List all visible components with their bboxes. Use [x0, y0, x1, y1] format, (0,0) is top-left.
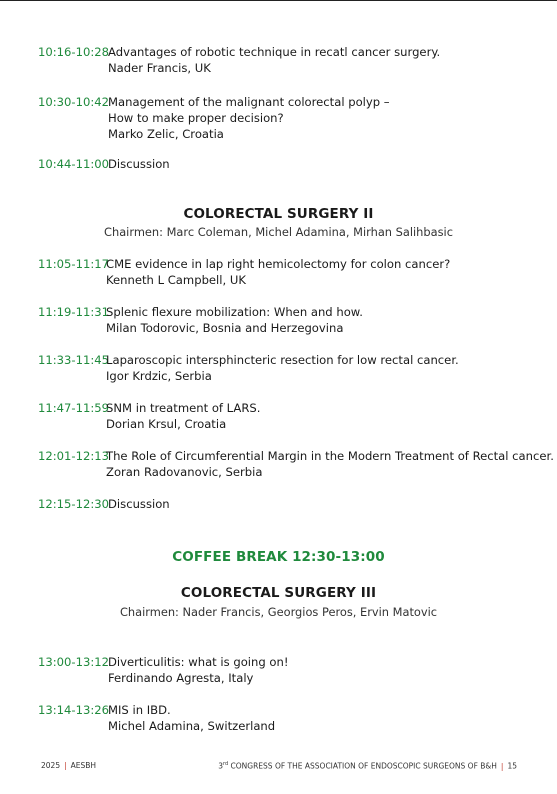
entry-title-cont: How to make proper decision? [108, 111, 284, 125]
entry-speaker: Dorian Krsul, Croatia [106, 417, 227, 431]
entry-time: 13:00-13:12 [38, 655, 110, 669]
entry-title: Advantages of robotic technique in recatl cancer surgery. [108, 45, 441, 59]
entry-speaker: Nader Francis, UK [108, 61, 211, 75]
entry-time: 12:01-12:13 [38, 449, 110, 463]
entry-title: Management of the malignant colorectal polyp – [108, 95, 390, 109]
session-chairmen: Chairmen: Marc Coleman, Michel Adamina, Mirhan Salihbasic [104, 225, 453, 239]
entry-time: 11:05-11:17 [38, 257, 110, 271]
entry-title: Diverticulitis: what is going on! [108, 655, 289, 669]
session-chairmen: Chairmen: Nader Francis, Georgios Peros, Ervin Matovic [119, 605, 438, 619]
entry-time: 12:15-12:30 [38, 497, 110, 511]
page-number: 15 [507, 761, 517, 771]
entry-title: MIS in IBD. [108, 703, 171, 717]
entry-title: Laparoscopic intersphincteric resection for low rectal cancer. [106, 353, 459, 367]
session-title: COLORECTAL SURGERY III [180, 585, 377, 601]
entry-speaker: Zoran Radovanovic, Serbia [106, 465, 263, 479]
footer-year: 2025 [41, 761, 61, 770]
entry-speaker: Igor Krdzic, Serbia [106, 369, 212, 383]
entry-time: 13:14-13:26 [38, 703, 110, 717]
entry-time: 10:30-10:42 [38, 95, 110, 109]
coffee-break-heading: COFFEE BREAK 12:30-13:00 [172, 549, 385, 565]
entry-title: The Role of Circumferential Margin in the Modern Treatment of Rectal cancer. [106, 449, 554, 463]
entry-time: 11:47-11:59 [38, 401, 110, 415]
entry-time: 11:19-11:31 [38, 305, 110, 319]
entry-time: 10:16-10:28 [38, 45, 110, 59]
entry-title: SNM in treatment of LARS. [106, 401, 261, 415]
footer-left [41, 761, 96, 770]
entry-speaker: Kenneth L Campbell, UK [106, 273, 246, 287]
footer-separator: | [64, 761, 67, 770]
entry-speaker: Ferdinando Agresta, Italy [108, 671, 254, 685]
top-rule [0, 0, 557, 1]
footer-right [218, 761, 517, 771]
entry-speaker: Michel Adamina, Switzerland [108, 719, 276, 733]
entry-title: Discussion [108, 157, 170, 171]
footer-ordinal-suffix: rd [222, 761, 229, 767]
entry-speaker: Milan Todorovic, Bosnia and Herzegovina [106, 321, 344, 335]
entry-time: 10:44-11:00 [38, 157, 110, 171]
footer-separator: | [500, 761, 504, 771]
entry-time: 11:33-11:45 [38, 353, 110, 367]
footer-org: AESBH [70, 761, 97, 770]
footer-ordinal: 3 [218, 761, 223, 771]
entry-title: Discussion [108, 497, 170, 511]
footer-congress: CONGRESS OF THE ASSOCIATION OF ENDOSCOPIC SURGEONS OF B&H [228, 761, 497, 771]
entry-speaker: Marko Zelic, Croatia [108, 127, 224, 141]
session-title: COLORECTAL SURGERY II [183, 206, 374, 222]
entry-title: Splenic flexure mobilization: When and how. [106, 305, 363, 319]
entry-title: CME evidence in lap right hemicolectomy for colon cancer? [106, 257, 451, 271]
